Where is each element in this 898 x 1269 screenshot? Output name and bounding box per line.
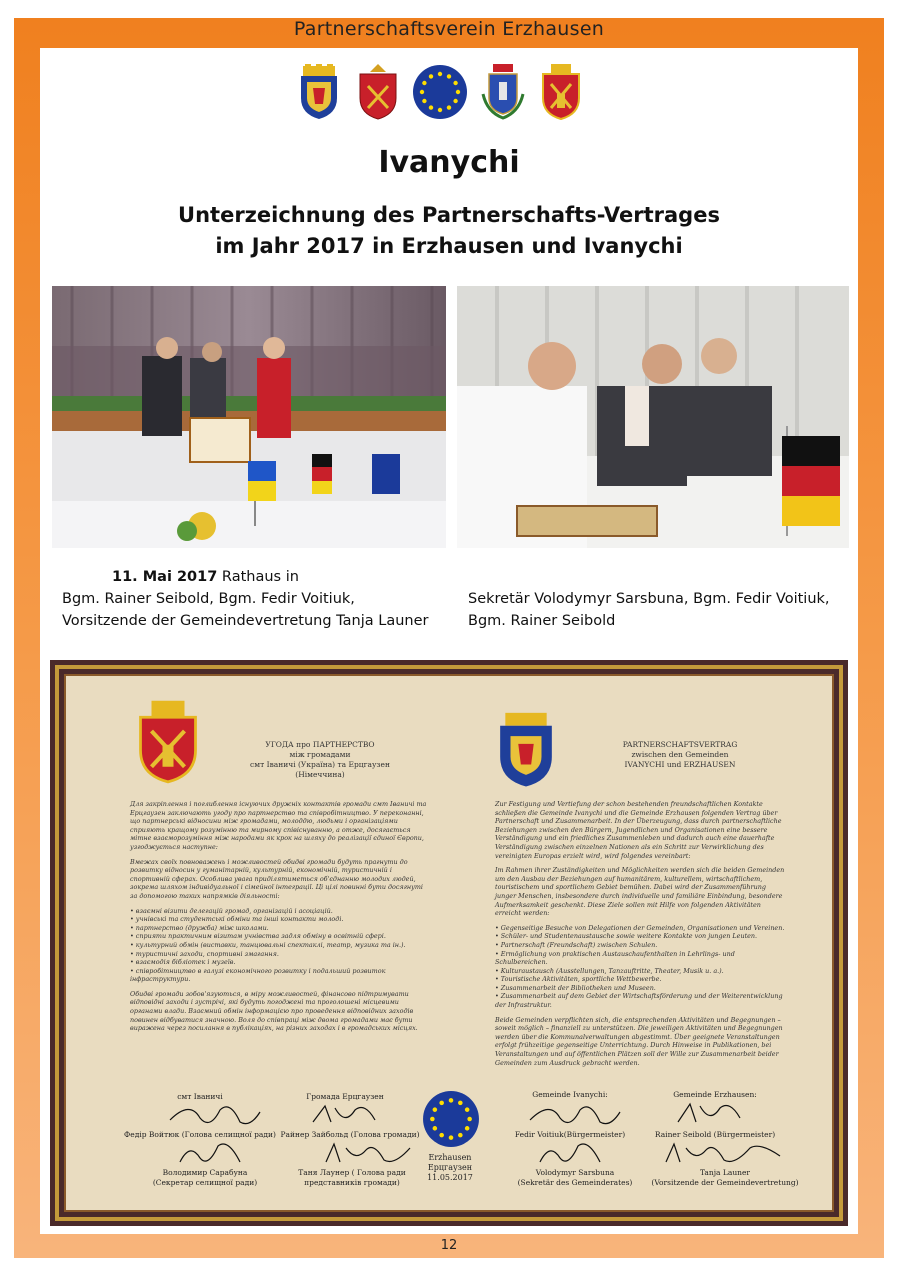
de-heading-line3: IVANYCHI und ERZHAUSEN (624, 760, 736, 769)
ua-list-item: • взаємні візити делегацій громад, організацій і асоціацій. (130, 906, 333, 915)
ivanychi-windmill-coat-icon (537, 64, 585, 120)
photo-signing-table (457, 286, 849, 548)
partnership-document (50, 660, 848, 1226)
sig-ua4-role-line: представників громади) (304, 1177, 400, 1187)
seal-date: 11.05.2017 (427, 1173, 473, 1182)
eu-seal-icon (422, 1090, 480, 1148)
de-list-item: • Zusammenarbeit der Bibliotheken und Museen. (495, 983, 656, 992)
sig-ua1-name: Федір Войтюк (Голова селищної ради) (124, 1130, 276, 1139)
signature-seibold-ua-icon (305, 1102, 395, 1128)
crowned-shield-coat-icon (479, 64, 527, 120)
signature-launer-ua-icon (320, 1140, 420, 1168)
caption-right-line2: Bgm. Rainer Seibold (468, 613, 616, 629)
sig-ua2-name: Райнер Зайбольд (Голова громади) (280, 1130, 420, 1139)
sig-de4-name (640, 1168, 810, 1187)
sig-de3-name-line: Volodymyr Sarsbuna (535, 1168, 615, 1177)
page-title: Ivanychi (378, 145, 520, 180)
sig-ua4-name (282, 1168, 422, 1187)
caption-left-line1 (62, 566, 452, 588)
subtitle-line-1: Unterzeichnung des Partnerschafts-Vertrages (178, 203, 720, 227)
sig-ua3-name (130, 1168, 280, 1187)
sig-de2-name: Rainer Seibold (Bürgermeister) (654, 1130, 776, 1139)
sig-ua1-title: смт Іваничі (177, 1092, 223, 1101)
sig-ua3-role-line: (Секретар селищної ради) (152, 1177, 258, 1187)
sig-de3-name (500, 1168, 650, 1187)
ua-heading-line1: УГОДА про ПАРТНЕРСТВО (265, 740, 375, 749)
signature-launer-de-icon (660, 1140, 790, 1168)
ua-paragraph-2: Вмежах своїх повноважень і можливостей обидві громади будуть прагнути до розвитку відносин у гуманітарній, культурній, економічній, туристичній і спортивній сферах. Особлива увага приділятиметься об'єднанню молодих людей, зокрема шляхом індивідуальної і сімейної інтеграції. Ці цілі повинні бути досягнуті за допомогою таких напрямків діяльності: (130, 857, 423, 900)
page-number: 12 (440, 1238, 458, 1253)
ua-list (130, 907, 430, 984)
signature-sarabuna-icon (170, 1138, 260, 1168)
document-heading-ua (230, 740, 410, 780)
ua-list-item: • сприяти практичним візитам учнівства задля обміну в освітній сфері. (130, 932, 386, 941)
document-text-de (495, 800, 785, 1073)
ua-list-item: • взаємодія бібліотек і музеїв. (130, 958, 236, 967)
seal-place-date (420, 1153, 480, 1183)
sig-de4-name-line: Tanja Launer (699, 1168, 751, 1177)
erzhausen-crest-icon (495, 710, 557, 788)
sig-ua4-name-line: Таня Лаунер ( Голова ради (298, 1168, 406, 1177)
ua-list-item: • співробітництво в галузі економічного розвитку і подальший розвиток інфраструктури. (130, 966, 386, 984)
sig-de3-role-line: (Sekretär des Gemeinderates) (517, 1177, 633, 1187)
signature-voitiuk-icon (160, 1100, 270, 1130)
de-paragraph-1: Zur Festigung und Vertiefung der schon bestehenden freundschaftlichen Kontakte schließen die Gemeinde Ivanychi und die Gemeinde Erzhausen folgenden Vertrag über Partnerschaft und Zusammenarbeit. In der Überzeugung, dass durch partnerschaftliche Beziehungen zwischen den Bürgern, Jugendlichen und Organisationen eine bessere Verständigung und ein friedliches Zusammenleben und dadurch auch eine dauerhafte Verständigung zwischen einzelnen Nationen als ein Schritt zur Verwirklichung des vereinigten Europas erzielt wird, wird folgendes vereinbart: (495, 800, 782, 860)
caption-left (62, 566, 452, 632)
caption-date: 11. Mai 2017 (112, 569, 218, 585)
signature-seibold-de-icon (670, 1100, 760, 1128)
de-list (495, 924, 785, 1010)
ivanychi-crest-icon (135, 700, 201, 784)
signature-sarsbuna-de-icon (530, 1138, 620, 1168)
ua-list-item: • культурний обмін (виставки, танцювальні спектаклі, театр, музика та ін.). (130, 940, 406, 949)
ua-list-item: • партнерство (дружба) між школами. (130, 923, 269, 932)
de-heading-line2: zwischen den Gemeinden (631, 750, 729, 759)
ua-paragraph-1: Для закріплення і поглиблення існуючих дружніх контактів громади смт Іваничі та Ерцгаузен заключають угоду про партнерство та співробітництво. У переконанні, що партнерські відносини між громадами, молоддю, людьми і організаціями сприяють кращому розумінню та мирному співіснуванню, а отже, досягається мітне взаєморозуміння між народами як крок на шляху до реалізації єдиної Європи, узгоджується наступне: (130, 800, 427, 851)
caption-location: Rathaus in (217, 569, 299, 585)
de-list-item: • Kulturaustausch (Ausstellungen, Tanzauftritte, Theater, Musik u. a.). (495, 966, 724, 975)
ua-heading-line2: між громадами (289, 750, 351, 759)
seal-place-ua: Ерцгаузен (427, 1163, 473, 1172)
de-paragraph-3: Beide Gemeinden verpflichten sich, die entsprechenden Aktivitäten und Begegnungen – soweit möglich – finanziell zu unterstützen. Die jeweiligen Aktivitäten und Begegnungen werden über die Kommunalverwaltungen abgestimmt. Über geeignete Veranstaltungen erfolgt frühzeitige gegenseitige Unterrichtung. Durch Hinweise in Publikationen, bei Veranstaltungen und auf öffentlichen Plätzen soll der Wille zur Zusammenarbeit beider Gemeinden zum Ausdruck gebracht werden. (495, 1015, 783, 1067)
sig-de1-name: Fedir Voitiuk(Bürgermeister) (514, 1130, 626, 1139)
photo-signing-ceremony-hall (52, 286, 446, 548)
sig-de1-title: Gemeinde Ivanychi: (532, 1090, 608, 1099)
ua-list-item: • учнівські та студентські обміни та інші контакти молоді. (130, 915, 344, 924)
sig-de2-title: Gemeinde Erzhausen: (673, 1090, 757, 1099)
hesse-lion-coat-icon (295, 64, 343, 120)
document-heading-de (580, 740, 780, 770)
seal-place-de: Erzhausen (428, 1153, 472, 1162)
de-paragraph-2: Im Rahmen ihrer Zuständigkeiten und Möglichkeiten werden sich die beiden Gemeinden um den Ausbau der Beziehungen auf humanitärem, kulturellem, wirtschaftlichem, touristischem und sportlichem Gebiet bemühen. Dabei wird der Zusammenführung junger Menschen, insbesondere durch individuelle und familiäre Einbindung, besondere Aufmerksamkeit geschenkt. Diese Ziele sollen mit Hilfe von folgenden Aktivitäten erreicht werden: (495, 866, 785, 918)
de-list-item: • Gegenseitige Besuche von Delegationen der Gemeinden, Organisationen und Vereinen. (495, 923, 785, 932)
caption-right (468, 588, 868, 632)
sig-de4-role-line: (Vorsitzende der Gemeindevertretung) (651, 1177, 799, 1187)
de-list-item: • Partnerschaft (Freundschaft) zwischen Schulen. (495, 940, 658, 949)
de-list-item: • Ermöglichung von praktischen Austauschaufenthalten in Lehrlings- und Schulbereichen. (495, 949, 735, 967)
bishop-mitre-coat-icon (354, 64, 402, 120)
ua-heading-line3: смт Іваничі (Україна) та Ерцгаузен (250, 760, 390, 769)
header-title: Partnerschaftsverein Erzhausen (293, 18, 605, 40)
de-list-item: • Touristische Aktivitäten, sportliche Wettbewerbe. (495, 975, 662, 984)
de-heading-line1: PARTNERSCHAFTSVERTRAG (622, 740, 738, 749)
caption-left-line2: Bgm. Rainer Seibold, Bgm. Fedir Voitiuk, (62, 591, 355, 607)
de-list-item: • Schüler- und Studentenaustausche sowie weitere Kontakte von jungen Leuten. (495, 932, 758, 941)
subtitle-line-2: im Jahr 2017 in Erzhausen und Ivanychi (215, 234, 683, 258)
coat-of-arms-row (295, 62, 585, 122)
ua-heading-line4: (Німеччина) (295, 770, 345, 779)
page-subtitle (0, 200, 898, 262)
caption-left-line3: Vorsitzende der Gemeindevertretung Tanja Launer (62, 613, 429, 629)
de-list-item: • Zusammenarbeit auf dem Gebiet der Wirtschaftsförderung und der Weiterentwicklung der Infrastruktur. (495, 992, 783, 1010)
signature-voitiuk-de-icon (520, 1100, 630, 1130)
ua-list-item: • туристичні заходи, спортивні змагання. (130, 949, 279, 958)
document-text-ua (130, 800, 430, 1039)
caption-right-line1: Sekretär Volodymyr Sarsbuna, Bgm. Fedir Voitiuk, (468, 591, 830, 607)
sig-ua3-name-line: Володимир Сарабуна (162, 1168, 248, 1177)
sig-ua2-title: Громада Ерцгаузен (306, 1092, 384, 1101)
ua-paragraph-3: Обидві громади зобов'язуються, в міру можливостей, фінансово підтримувати відповідні заходи і зустрічі, які будуть погоджені та проголошені місцевими органами влади. Взаємний обмін інформацією про проведення відповідних заходів повинен відбуватися значною. Воля до співпраці між двома громадами має бути виражена через посилання в публікаціях, на різних заходах і в громадських місцях. (130, 989, 418, 1033)
eu-stars-flag-icon (412, 64, 468, 120)
